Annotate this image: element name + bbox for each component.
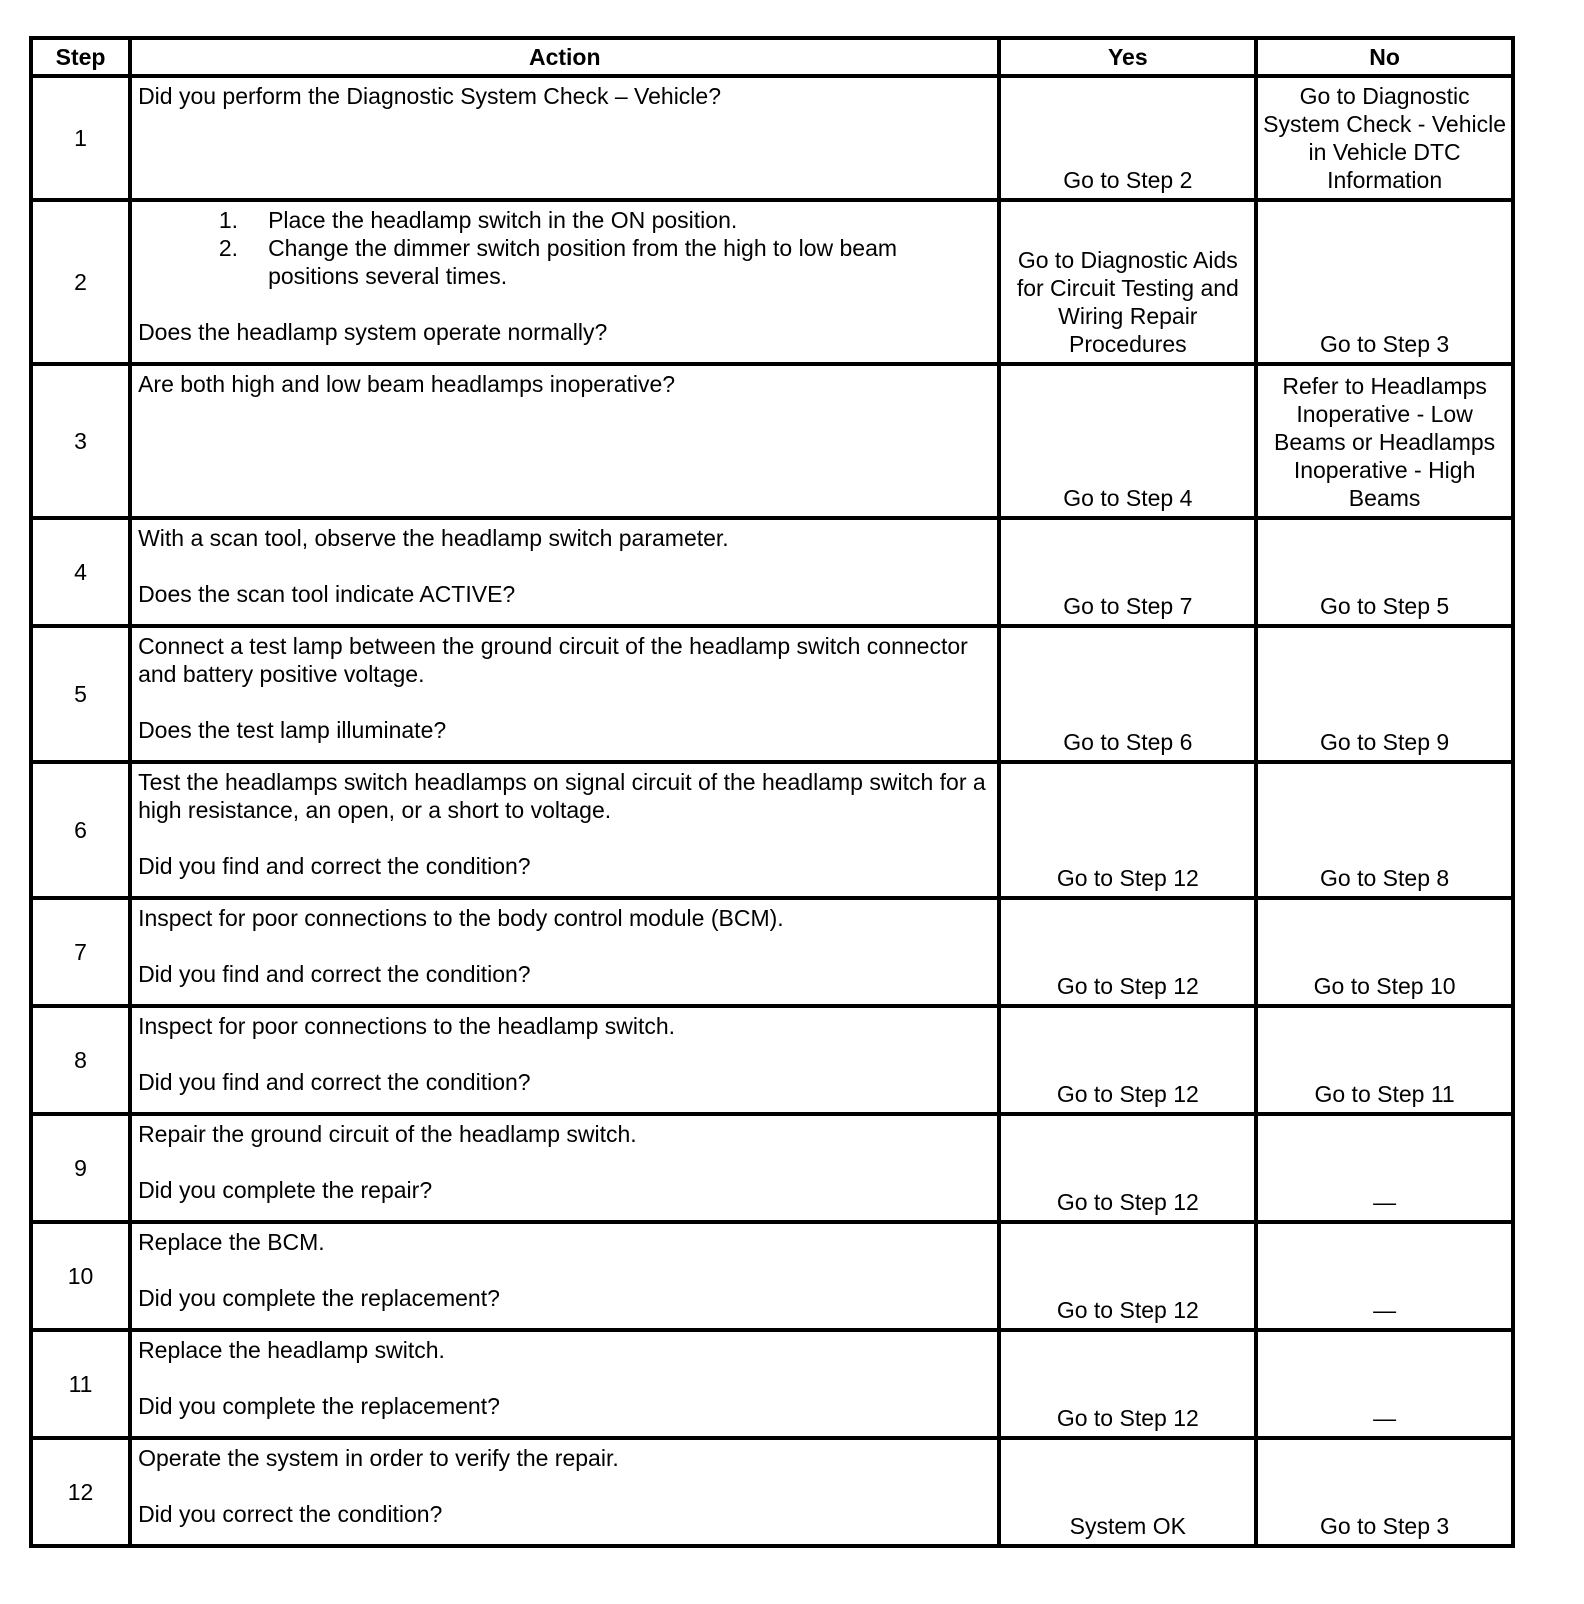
action-text: With a scan tool, observe the headlamp switch parameter.: [138, 525, 729, 551]
yes-result: Go to Step 7: [999, 518, 1256, 626]
list-item-text: Place the headlamp switch in the ON position.: [268, 207, 738, 233]
action-cell: [130, 518, 999, 626]
yes-result: Go to Step 12: [999, 1222, 1256, 1330]
step-number: 11: [31, 1330, 130, 1438]
yes-result: Go to Step 6: [999, 626, 1256, 762]
action-text: Inspect for poor connections to the body control module (BCM).: [138, 905, 784, 931]
action-cell: [130, 898, 999, 1006]
no-result: —: [1256, 1114, 1513, 1222]
action-text: Connect a test lamp between the ground circuit of the headlamp switch connector and battery positive voltage.: [138, 633, 968, 687]
step-number: 4: [31, 518, 130, 626]
no-result: Go to Step 9: [1256, 626, 1513, 762]
table-row: [31, 762, 1513, 898]
action-cell: [130, 1006, 999, 1114]
action-question: Did you correct the condition?: [138, 1501, 443, 1527]
table-row: [31, 626, 1513, 762]
header-no: No: [1256, 38, 1513, 76]
yes-result: Go to Diagnostic Aids for Circuit Testing and Wiring Repair Procedures: [999, 200, 1256, 364]
yes-result: Go to Step 12: [999, 1006, 1256, 1114]
step-number: 3: [31, 364, 130, 518]
step-number: 2: [31, 200, 130, 364]
step-number: 7: [31, 898, 130, 1006]
action-question: Did you complete the replacement?: [138, 1285, 500, 1311]
action-cell: [130, 626, 999, 762]
step-number: 1: [31, 76, 130, 200]
action-text: Replace the headlamp switch.: [138, 1337, 445, 1363]
action-question: Does the headlamp system operate normally?: [138, 319, 608, 345]
no-result: Go to Diagnostic System Check - Vehicle in Vehicle DTC Information: [1256, 76, 1513, 200]
step-number: 5: [31, 626, 130, 762]
action-cell: [130, 200, 999, 364]
no-result: Go to Step 5: [1256, 518, 1513, 626]
action-steps-list: [138, 206, 993, 290]
yes-result: Go to Step 2: [999, 76, 1256, 200]
list-item: [138, 234, 993, 290]
yes-result: Go to Step 12: [999, 762, 1256, 898]
action-text: Did you perform the Diagnostic System Check – Vehicle?: [138, 83, 722, 109]
action-question: Does the test lamp illuminate?: [138, 717, 447, 743]
list-item-number: 2.: [218, 235, 239, 261]
action-cell: [130, 1438, 999, 1546]
action-cell: [130, 1114, 999, 1222]
action-text: Operate the system in order to verify the repair.: [138, 1445, 619, 1471]
no-result: —: [1256, 1222, 1513, 1330]
action-cell: [130, 1222, 999, 1330]
table-row: [31, 898, 1513, 1006]
list-item: [138, 206, 993, 234]
action-text: Replace the BCM.: [138, 1229, 325, 1255]
header-step: Step: [31, 38, 130, 76]
step-number: 12: [31, 1438, 130, 1546]
yes-result: Go to Step 12: [999, 1330, 1256, 1438]
table-row: [31, 1006, 1513, 1114]
yes-result: Go to Step 12: [999, 898, 1256, 1006]
header-action: Action: [130, 38, 999, 76]
table-row: [31, 1438, 1513, 1546]
table-row: [31, 518, 1513, 626]
action-text: Inspect for poor connections to the headlamp switch.: [138, 1013, 676, 1039]
no-result: Refer to Headlamps Inoperative - Low Beams or Headlamps Inoperative - High Beams: [1256, 364, 1513, 518]
action-cell: [130, 364, 999, 518]
header-row: [31, 38, 1513, 76]
action-question: Did you complete the repair?: [138, 1177, 433, 1203]
list-item-number: 1.: [218, 207, 239, 233]
header-yes: Yes: [999, 38, 1256, 76]
step-number: 10: [31, 1222, 130, 1330]
table-row: [31, 1330, 1513, 1438]
action-question: Did you find and correct the condition?: [138, 853, 531, 879]
no-result: —: [1256, 1330, 1513, 1438]
action-question: Did you complete the replacement?: [138, 1393, 500, 1419]
no-result: Go to Step 10: [1256, 898, 1513, 1006]
action-question: Does the scan tool indicate ACTIVE?: [138, 581, 516, 607]
no-result: Go to Step 3: [1256, 200, 1513, 364]
table-row: [31, 76, 1513, 200]
diagnostic-table: [29, 36, 1515, 1548]
step-number: 8: [31, 1006, 130, 1114]
action-cell: [130, 1330, 999, 1438]
table-row: [31, 364, 1513, 518]
table-row: [31, 1222, 1513, 1330]
yes-result: Go to Step 4: [999, 364, 1256, 518]
table-row: [31, 200, 1513, 364]
action-text: Repair the ground circuit of the headlamp switch.: [138, 1121, 637, 1147]
step-number: 9: [31, 1114, 130, 1222]
action-cell: [130, 76, 999, 200]
yes-result: System OK: [999, 1438, 1256, 1546]
action-cell: [130, 762, 999, 898]
no-result: Go to Step 8: [1256, 762, 1513, 898]
no-result: Go to Step 11: [1256, 1006, 1513, 1114]
action-text: Are both high and low beam headlamps inoperative?: [138, 371, 676, 397]
action-text: Test the headlamps switch headlamps on signal circuit of the headlamp switch for a high resistance, an open, or a short to voltage.: [138, 769, 986, 823]
step-number: 6: [31, 762, 130, 898]
action-question: Did you find and correct the condition?: [138, 961, 531, 987]
table-row: [31, 1114, 1513, 1222]
no-result: Go to Step 3: [1256, 1438, 1513, 1546]
yes-result: Go to Step 12: [999, 1114, 1256, 1222]
action-question: Did you find and correct the condition?: [138, 1069, 531, 1095]
list-item-text: Change the dimmer switch position from the high to low beam positions several times.: [268, 235, 898, 289]
